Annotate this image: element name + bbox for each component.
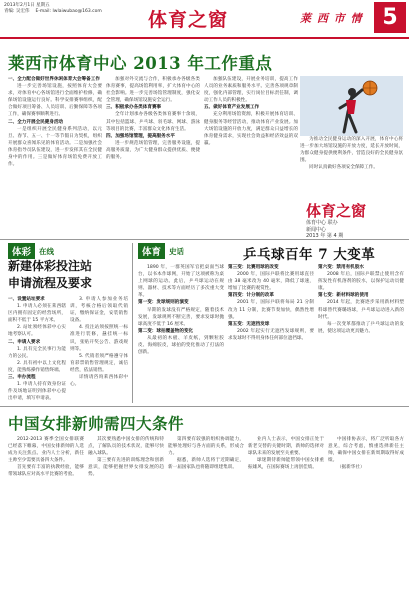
top-article-subheading: 四、加强场馆管理，提高服务水平 <box>106 133 175 139</box>
top-article-paragraph: 进一步完善场馆设施，按照体育大会要求，对体育中心各场馆进行全面维护检修，确保场馆设施运行良好。科学安排赛事组织，配合做好项目筹备、人员培训、后勤保障等各项工作，确保赛事顺利进行。 <box>8 84 102 118</box>
history-paragraph: 2002 年起实行无遮挡发球规则，要求发球时不得用身体任何部位遮挡球。 <box>228 328 314 341</box>
lottery-headline <box>8 258 128 292</box>
volleyball-column <box>328 436 404 596</box>
lottery-subheading: 三、申办流程 <box>8 375 36 381</box>
lottery-subheading: 一、设置站址要求 <box>8 297 45 302</box>
history-column <box>138 264 224 402</box>
section-divider-1 <box>0 239 409 240</box>
history-subheading: 第七变：新材料球的使用 <box>318 293 369 299</box>
volleyball-body <box>8 436 404 596</box>
history-subheading: 第四变：计分制的改革 <box>228 293 274 299</box>
basketball-photo <box>300 76 403 136</box>
lottery-subheading: 二、申请人要求 <box>8 339 41 345</box>
history-section-tag <box>138 243 184 259</box>
lottery-paragraph: 1. 申请人持有效身份证件及场地证明到体彩中心提出申请，填写申请表。 <box>8 382 66 402</box>
sidebar-paragraph: 为推动全民健身运动的深入开展，体育中心将进一步加大场馆设施的开放力度，延长开放时间，为群众健身提供便利条件，营造良好的全民健身氛围。 <box>300 137 403 164</box>
section-title: 体育之窗 <box>148 9 229 31</box>
lottery-tag: 体彩 <box>8 243 35 259</box>
history-paragraph: 2014 年起，比赛逐步采用新材料塑料球替代赛璐珞球，乒乓球运动进入新的时代。 <box>318 300 404 320</box>
volleyball-paragraph: 业内人士表示，中国女排正处于新老交替的关键时期，新帅的选择对球队未来的发展至关重要。 <box>248 437 324 457</box>
editor-line: 青编: 吴宏伟 <box>4 9 30 14</box>
volleyball-column <box>88 436 164 596</box>
lottery-paragraph: 1. 具有完全民事行为能力的公民。 <box>8 346 66 359</box>
header-meta <box>4 3 102 15</box>
volleyball-paragraph: 中国排协表示，将广泛听取各方意见，综合考虑，慎重选择新任主帅，确保中国女排在新周期取得好成绩。 <box>328 437 404 464</box>
top-article-body <box>8 76 298 236</box>
top-article-headline: 莱西市体育中心 2013 年工作重点 <box>8 54 273 73</box>
volleyball-column <box>8 436 84 596</box>
top-sidebar <box>300 76 403 239</box>
top-article-paragraph: 进一步规范场馆管理，完善服务设施，提高服务质量，为广大健身群众提供优质、便捷的服务。 <box>106 140 200 161</box>
editor-email: E-mail: lwlaiwubao@163.com <box>35 9 102 14</box>
history-subheading: 第三变：比赛用球的改变 <box>228 265 279 270</box>
brand-title: 体育之窗 <box>306 202 367 220</box>
volleyball-paragraph: 首先要有丰富的执教经验，能够带领球队应对高水平比赛的考验。 <box>8 465 84 478</box>
history-headline: 乒乓球百年 7 大变革 <box>243 247 376 263</box>
history-subheading: 第一变：发球规则的演变 <box>138 300 189 306</box>
history-paragraph: 每一次变革都推动了乒乓球运动的发展，使这项运动更具魅力。 <box>318 321 404 334</box>
brand-line-1: 体育中心 联办 <box>306 220 338 226</box>
top-article-paragraph: 加强对外交流与合作，积极承办各级各类体育赛事，提高场馆利用率，扩大体育中心的社会影响。进一步完善场馆管理制度，强化安全管理，确保场馆设施安全运行。 <box>106 77 200 104</box>
volleyball-column <box>168 436 244 596</box>
lottery-paragraph: 详情请咨询莱西体彩中心。 <box>70 375 128 388</box>
top-article-column <box>204 76 298 236</box>
lottery-headline-1: 新建体彩投注站 <box>8 259 93 273</box>
top-article-subheading: 五、做好体育产业发展工作 <box>204 105 260 111</box>
history-paragraph: 2008 年后，国际乒联禁止使用含有挥发性有机溶剂的胶水，以保护运动员健康。 <box>318 272 404 292</box>
paper-logo: 莱 西 市 情 <box>300 12 363 25</box>
sidebar-text <box>300 136 403 196</box>
history-paragraph: 1890 年，一群英国军官把桌面当球台，以书本作球网，开始了这项被称为桌上网球的运动。此后，乒乓球运动在规则、器材、技术等方面经历了多次重大变革。 <box>138 265 224 299</box>
top-article-column <box>106 76 200 236</box>
volleyball-paragraph: 第四要有较强的组织协调能力，能够处理好与各方面的关系，形成合力。 <box>168 437 244 457</box>
history-subheading: 第五变：无遮挡发球 <box>228 321 270 327</box>
history-paragraph: 2000 年，国际乒联将比赛用球直径由 38 毫米改为 40 毫米，降低了球速，增加了比赛的观赏性。 <box>228 272 314 292</box>
lottery-column <box>70 296 128 402</box>
page-header <box>0 0 409 40</box>
top-article-subheading: 二、全力开展全民健身活动 <box>8 119 64 125</box>
lottery-tag-label: 在线 <box>39 246 55 256</box>
lottery-section-tag <box>8 243 54 259</box>
sidebar-paragraph: 同时认真做好各项安全保障工作。 <box>309 165 378 171</box>
history-subheading: 第六变：禁用有机胶水 <box>318 265 364 270</box>
lottery-headline-2: 申请流程及要求 <box>8 276 93 290</box>
top-article-column <box>8 76 102 236</box>
top-article-subheading: 一、全力配合做好世界休闲体育大会筹备工作 <box>8 77 100 82</box>
lottery-paragraph: 4. 投注站须按照统一标准进行装修，悬挂统一标识，张贴开奖公告、游戏规则等。 <box>70 325 128 352</box>
volleyball-paragraph: 球迷期待新帅能带领中国女排重振雄风，在国际赛场上再创佳绩。 <box>248 458 324 471</box>
lottery-paragraph: 2. 具有初中以上文化程度，能熟练操作销售终端。 <box>8 360 66 373</box>
history-subheading: 第二变：球拍覆盖物的变化 <box>138 328 194 334</box>
section-divider-2 <box>0 406 409 407</box>
top-article-paragraph: 加强队伍建设，开展业务培训，提高工作人员的业务素质和服务水平。完善各项规章制度，强化内部管理，实行岗位目标责任制，调动工作人员的积极性。 <box>204 77 298 104</box>
volleyball-paragraph: 其次要熟悉中国女排的传统和特点，了解队员的技术状况，能够尽快融入球队。 <box>88 437 164 457</box>
history-tag-label: 史话 <box>169 246 185 256</box>
brand-issue: 2013 年 第 4 期 <box>306 233 344 239</box>
volleyball-paragraph: 据悉，新帅人选将于近期确定，新一届国家队也将随即组建集训。 <box>168 458 244 471</box>
lottery-paragraph: 3. 申请人参加业务培训，考核合格后领取代销证，缴纳保证金，安装销售设备。 <box>70 297 128 324</box>
header-rule <box>0 37 409 39</box>
column-divider <box>132 243 133 403</box>
volleyball-paragraph: 2012-2013 赛季全国女排联赛已经落下帷幕，中国女排新帅的人选成为关注焦点。业内人士分析，新任主帅至少需要具备四大条件。 <box>8 437 84 464</box>
brand-sub <box>306 220 343 240</box>
volleyball-headline: 中国女排新帅需四大条件 <box>8 414 185 433</box>
lottery-column <box>8 296 66 402</box>
history-paragraph: 从最初的木板、羊皮纸，到颗粒胶皮、海绵胶皮，球拍的变化推动了打法的创新。 <box>138 335 224 356</box>
top-article-subheading: 三、积极承办各类体育赛事 <box>106 105 162 111</box>
top-article-paragraph: 充分利用场馆资源，积极开展体育培训、健身服务等经营活动，推动体育产业发展。加大场馆设施的开放力度，满足群众日益增长的体育健身需求，实现社会效益和经济效益的双赢。 <box>204 112 298 146</box>
history-tag: 体育 <box>138 243 165 259</box>
top-article-paragraph: 一是组织开展全民健身系列活动，以元旦、春节、五一、十一等节假日为契机，组织开展群众喜闻乐见的体育活动。二是加强社会体育指导员队伍建设，进一步发挥其在全民健身中的作用。三是做好体育场馆免费开放工作。 <box>8 126 102 168</box>
volleyball-paragraph: （据新华社） <box>337 465 365 471</box>
history-paragraph: 早期的发球没有严格规定，随着技术发展，发球规则不断完善，要求发球时抛球高度不低于 16 厘米。 <box>138 307 224 327</box>
lottery-paragraph: 1. 申请人必须在莱西辖区内拥有固定的经营场所，面积不低于 15 平方米。 <box>8 304 66 324</box>
page-number: 5 <box>374 2 406 33</box>
volleyball-column <box>248 436 324 596</box>
issue-date: 2013年2月1日 星期五 <box>4 3 50 8</box>
history-body <box>138 264 404 402</box>
history-column <box>228 264 314 402</box>
history-column <box>318 264 404 402</box>
lottery-paragraph: 5. 代销者须严格遵守体育彩票销售管理规定，诚信经营，依法销售。 <box>70 353 128 373</box>
lottery-body <box>8 296 128 402</box>
sidebar-brand <box>300 200 403 239</box>
volleyball-paragraph: 第三要有先进的训练理念和创新意识，能够把握世界女排发展的趋势。 <box>88 458 164 478</box>
history-paragraph: 2001 年，国际乒联将每局 21 分制改为 11 分制，比赛节奏加快，偶然性增强。 <box>228 300 314 320</box>
lottery-paragraph: 2. 站址须经体彩中心实地考察认可。 <box>8 325 66 338</box>
top-article-paragraph: 全年计划承办各级各类体育赛事十余项，其中包括篮球、乒乓球、羽毛球、网球、游泳等项目的比赛，丰富群众文化体育生活。 <box>106 112 200 132</box>
brand-line-2: 新闻中心 <box>306 226 327 233</box>
